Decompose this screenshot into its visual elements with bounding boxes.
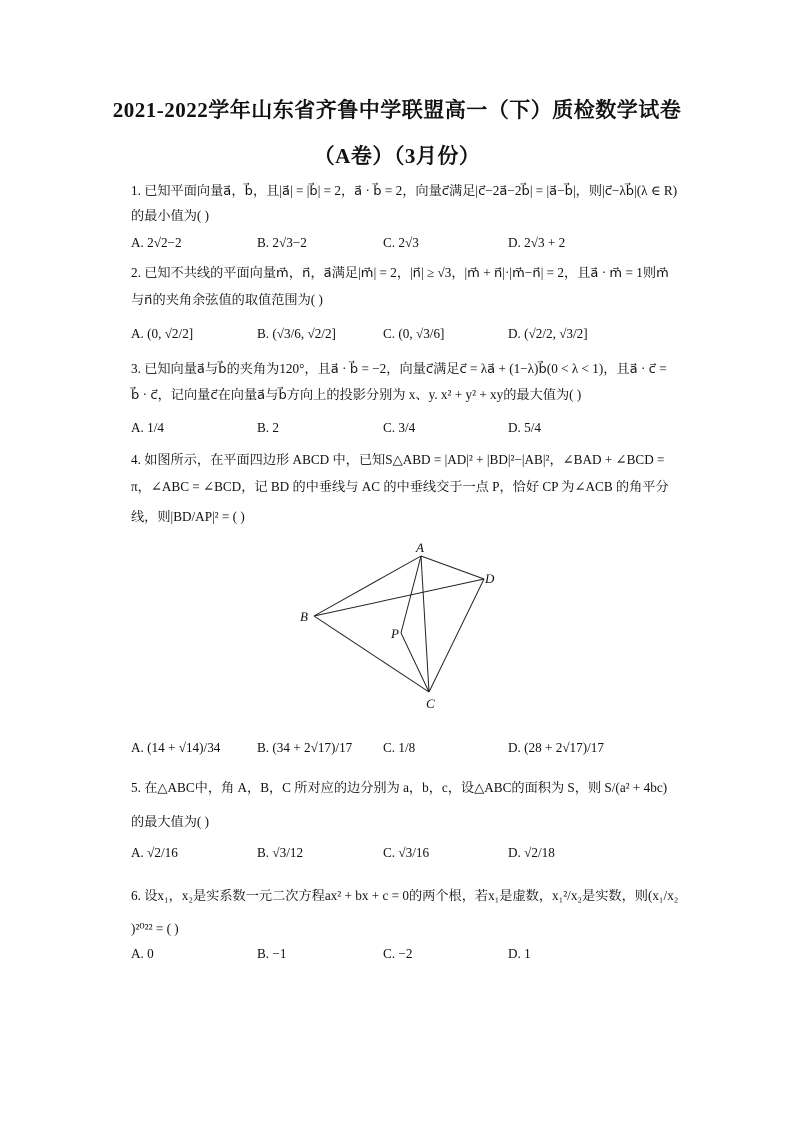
q2-option-c[interactable]: C. (0, √3/6] [383,326,445,341]
segment-ac [421,556,429,692]
q1-option-c[interactable]: C. 2√3 [383,235,419,250]
paper-title-line1: 2021-2022学年山东省齐鲁中学联盟高一（下）质检数学试卷 [112,98,682,122]
q1-stem-line2: 的最小值为( ) [131,208,210,223]
q5-option-c[interactable]: C. √3/16 [383,845,430,860]
q3-option-a[interactable]: A. 1/4 [131,420,164,435]
q4-stem-line3: 线，则|BD/AP|² = ( ) [131,509,245,524]
q1-option-b[interactable]: B. 2√3−2 [257,235,307,250]
paper-title-line2: （A卷）（3月份） [313,144,481,168]
quadrilateral-diagram [290,538,510,713]
q6-option-c[interactable]: C. −2 [383,946,413,961]
q2-option-d[interactable]: D. (√2/2, √3/2] [508,326,588,341]
q4-option-c[interactable]: C. 1/8 [383,740,416,755]
q2-options [131,326,671,346]
label-p: P [391,626,399,641]
q3-stem-line2: b⃗ · c⃗，记向量c⃗在向量a⃗与b⃗方向上的投影分别为 x、y. x² + y² + xy的最大值为( ) [131,387,582,402]
q5-stem-line1: 5. 在△ABC中，角 A，B，C 所对应的边分别为 a，b，c，设△ABC的面积为 S，则 S/(a² + 4bc) [131,780,668,795]
q6-option-d[interactable]: D. 1 [508,946,531,961]
segment-ap [401,556,421,633]
label-d: D [485,571,495,586]
q5-option-d[interactable]: D. √2/18 [508,845,555,860]
q4-stem-line2: π，∠ABC = ∠BCD，记 BD 的中垂线与 AC 的中垂线交于一点 P，恰好 CP 为∠ACB 的角平分 [131,479,669,494]
label-a: A [416,540,424,555]
segment-bc [314,616,429,692]
segment-bd [314,579,484,616]
label-b: B [300,609,308,624]
label-c: C [426,696,435,711]
q6-option-a[interactable]: A. 0 [131,946,154,961]
q1-options [131,235,671,255]
q6-stem-line1: 6. 设x₁，x₂是实系数一元二次方程ax² + bx + c = 0的两个根，若x₁是虚数，x₁²/x₂是实数，则(x₁/x₂ [131,888,679,903]
q2-option-a[interactable]: A. (0, √2/2] [131,326,194,341]
segment-cd [429,579,484,692]
q3-options [131,420,671,440]
q4-stem-line1: 4. 如图所示，在平面四边形 ABCD 中，已知S△ABD = |AD|² + |BD|²−|AB|²，∠BAD + ∠BCD = [131,452,665,467]
quadrilateral-figure [290,538,510,713]
q5-options [131,845,671,865]
q4-option-b[interactable]: B. (34 + 2√17)/17 [257,740,353,755]
segment-ad [421,556,484,579]
q1-stem-line1: 1. 已知平面向量a⃗，b⃗，且|a⃗| = |b⃗| = 2，a⃗ · b⃗ = 2，向量c⃗满足|c⃗−2a⃗−2b⃗| = |a⃗−b⃗|，则|c⃗−λb⃗|(λ ∈ R) [131,183,678,198]
q2-option-b[interactable]: B. (√3/6, √2/2] [257,326,336,341]
q3-option-b[interactable]: B. 2 [257,420,279,435]
q2-stem-line2: 与n⃗的夹角余弦值的取值范围为( ) [131,292,323,307]
q4-options [131,740,671,760]
q3-option-d[interactable]: D. 5/4 [508,420,541,435]
q6-stem-line2: )²⁰²² = ( ) [131,921,179,936]
q5-option-a[interactable]: A. √2/16 [131,845,178,860]
q4-option-a[interactable]: A. (14 + √14)/34 [131,740,221,755]
q4-option-d[interactable]: D. (28 + 2√17)/17 [508,740,604,755]
q5-stem-line2: 的最大值为( ) [131,814,210,829]
q1-option-d[interactable]: D. 2√3 + 2 [508,235,566,250]
q3-option-c[interactable]: C. 3/4 [383,420,416,435]
q6-options [131,946,671,966]
q2-stem-line1: 2. 已知不共线的平面向量m⃗，n⃗，a⃗满足|m⃗| = 2，|n⃗| ≥ √3，|m⃗ + n⃗|·|m⃗−n⃗| = 2，且a⃗ · m⃗ = 1则m⃗ [131,265,669,280]
q6-option-b[interactable]: B. −1 [257,946,287,961]
q1-option-a[interactable]: A. 2√2−2 [131,235,182,250]
q5-option-b[interactable]: B. √3/12 [257,845,304,860]
segment-ab [314,556,421,616]
q3-stem-line1: 3. 已知向量a⃗与b⃗的夹角为120°，且a⃗ · b⃗ = −2，向量c⃗满足c⃗ = λa⃗ + (1−λ)b⃗(0 < λ < 1)，且a⃗ · c⃗ = [131,361,667,376]
